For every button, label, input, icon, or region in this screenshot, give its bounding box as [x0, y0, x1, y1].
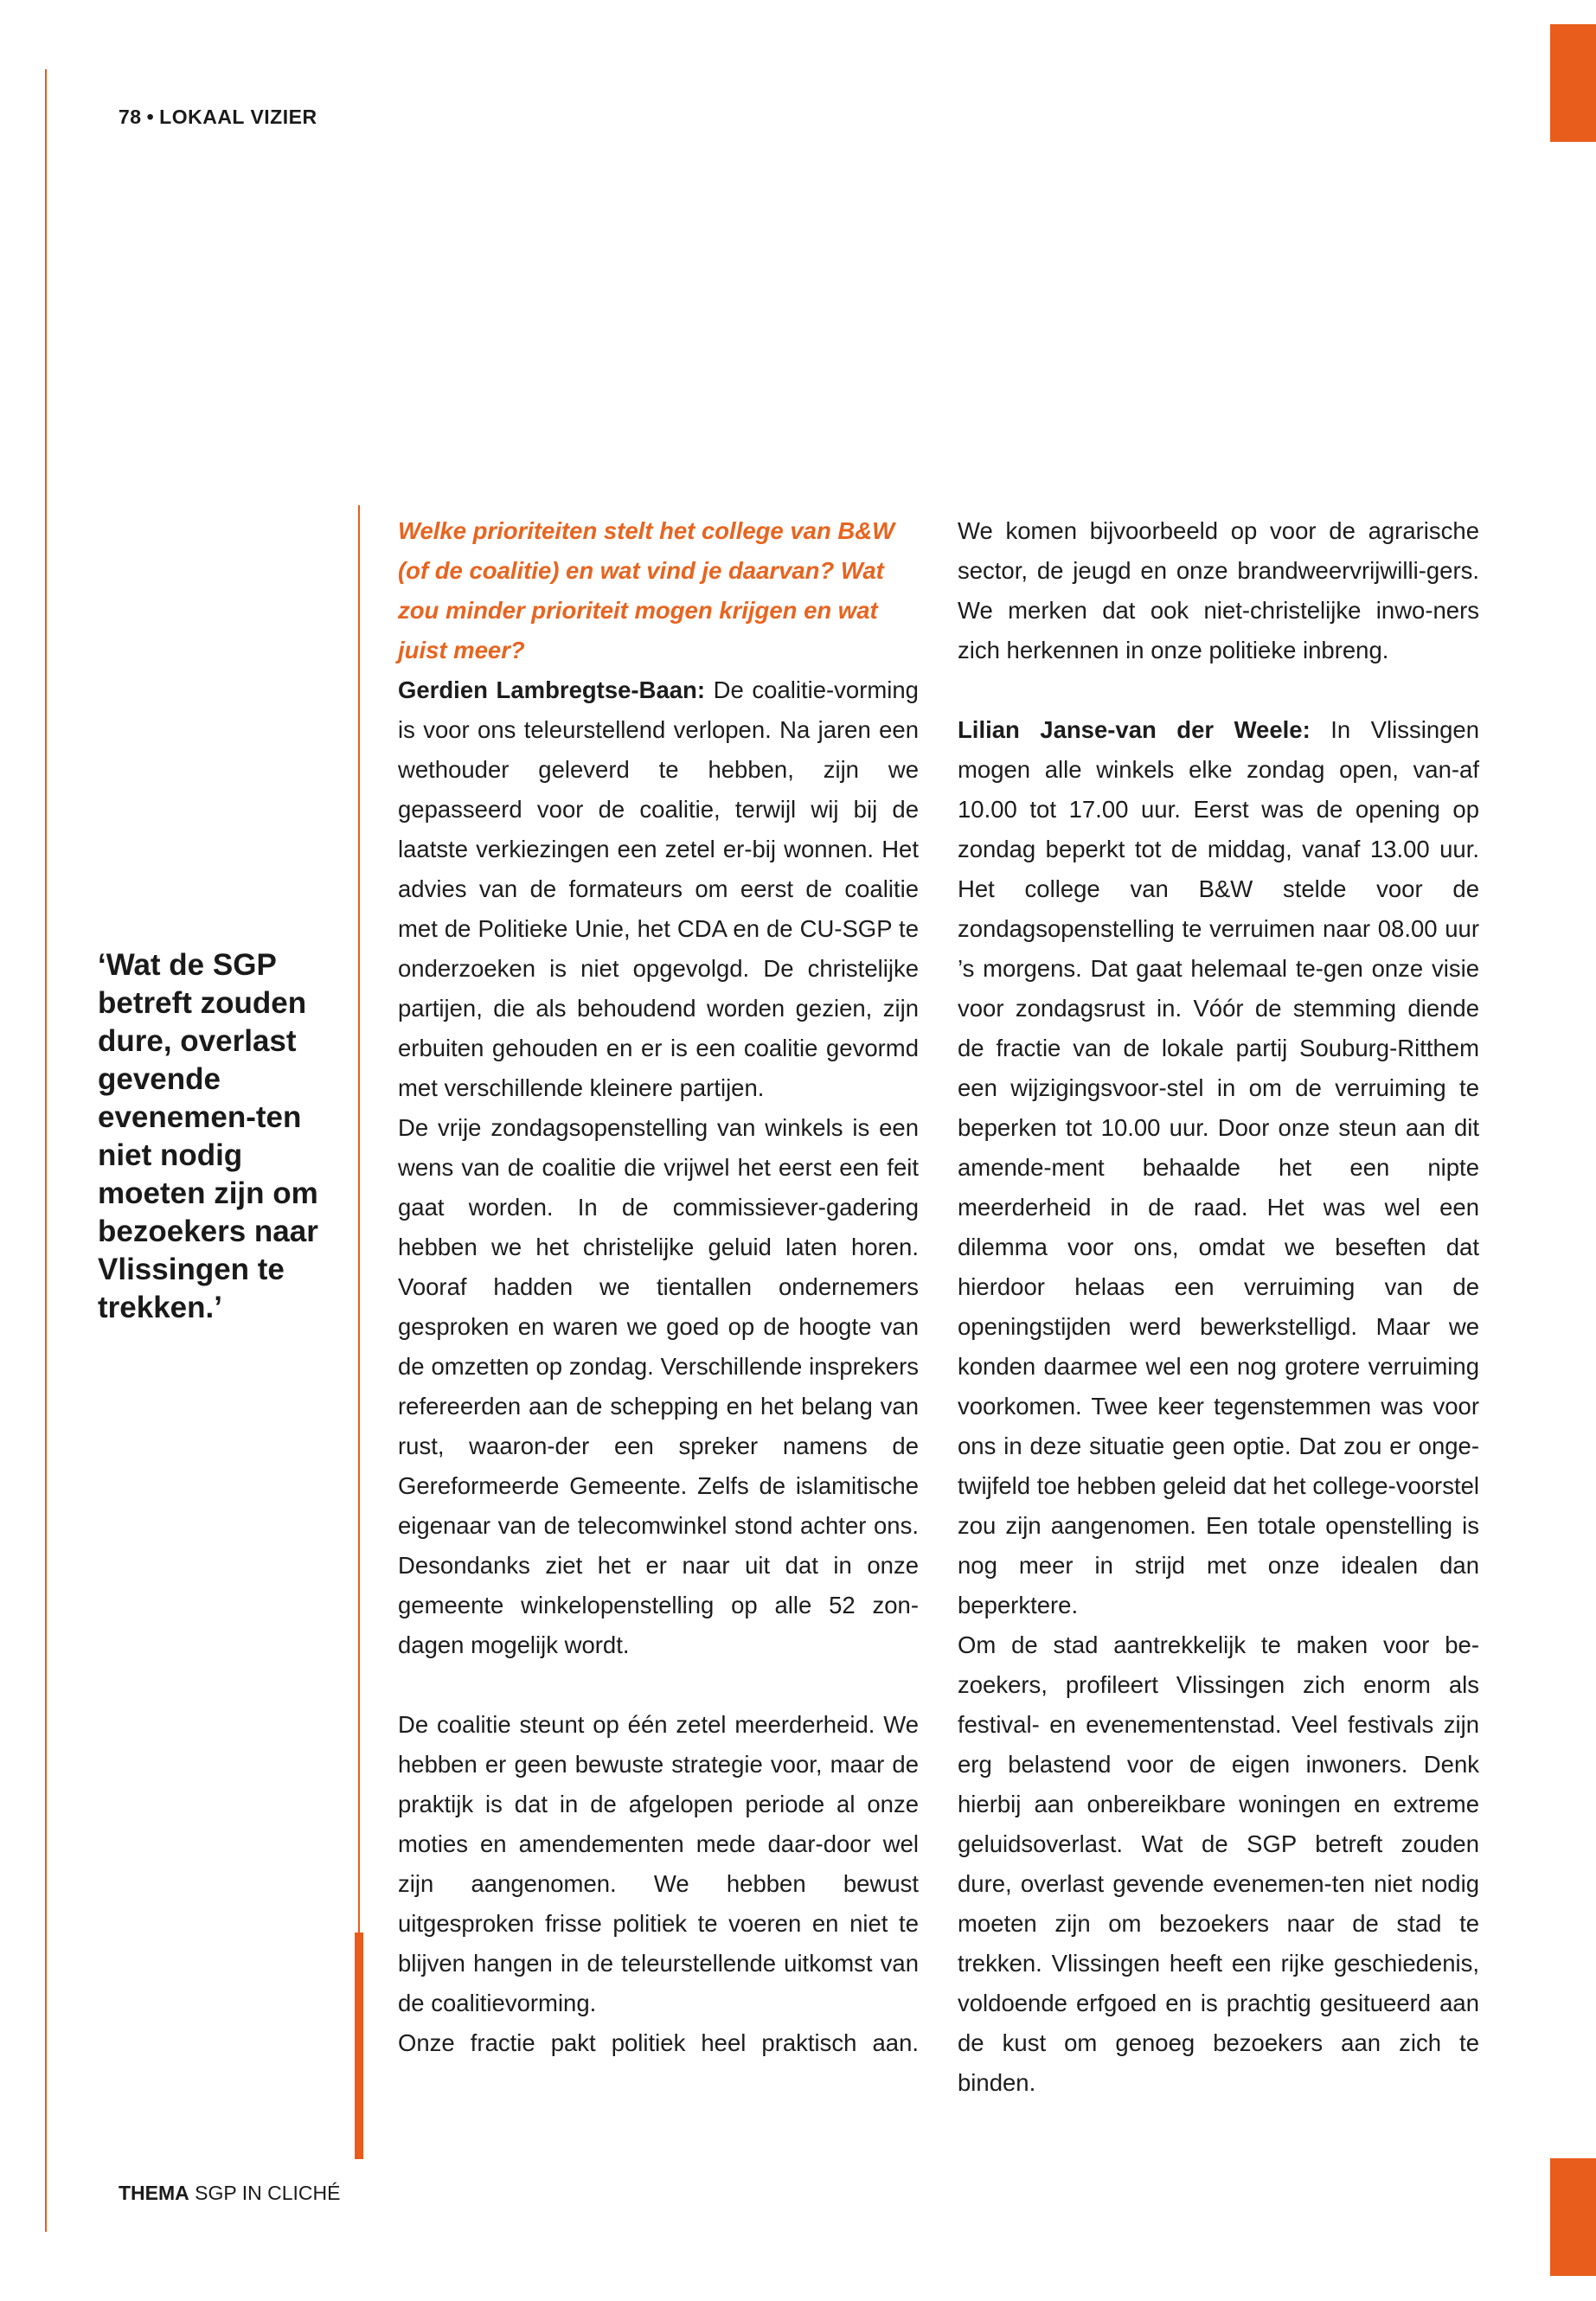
interview-question: Welke prioriteiten stelt het college van B&W (of de coalitie) en wat vind je daarvan? Wat zou minder prioriteit mogen krijgen en wat juist meer? [398, 517, 895, 663]
body-paragraph: De vrije zondagsopenstelling van winkels is een wens van de coalitie die vrijwel het eerst een feit gaat worden. In de commissiever-gadering hebben we het christelijke geluid laten horen. Vooraf hadden we tientallen ondernemers gesproken en waren we goed op de hoogte van de omzetten op zondag. Verschillende insprekers refereerden aan de schepping en het belang van rust, waaron-der een spreker namens de Gereformeerde Gemeente. Zelfs de islamitische eigenaar van de telecomwinkel stond achter ons. Desondanks ziet het er naar uit dat in onze gemeente winkelopenstelling op alle 52 zon-dagen mogelijk wordt. [398, 1114, 919, 1658]
magazine-name: LOKAAL VIZIER [159, 106, 317, 128]
answer-paragraph [398, 670, 919, 1108]
left-margin-rule [45, 69, 47, 2232]
bottom-edge-tab [1550, 2158, 1596, 2276]
answer-text: De coalitie-vorming is voor ons teleurstellend verlopen. Na jaren een wethouder geleverd te hebben, zijn we gepasseerd voor de coalitie, terwijl wij bij de laatste verkiezingen een zetel er-bij wonnen. Het advies van de formateurs om eerst de coalitie met de Politieke Unie, het CDA en de CU-SGP te onderzoeken is niet opgevolgd. De christelijke partijen, die als behoudend worden gezien, zijn erbuiten gehouden en er is een coalitie gevormd met verschillende kleinere partijen. [398, 676, 919, 1101]
article-column-middle [398, 511, 919, 2063]
speaker-name: Gerdien Lambregtse-Baan: [398, 676, 705, 703]
body-paragraph: Om de stad aantrekkelijk te maken voor be-zoekers, profileert Vlissingen zich enorm als festival- en evenementenstad. Veel festivals zijn erg belastend voor de eigen inwoners. Denk hierbij aan onbereikbare woningen en extreme geluidsoverlast. Wat de SGP betreft zouden dure, overlast gevende evenemen-ten niet nodig moeten zijn om bezoekers naar de stad te trekken. Vlissingen heeft een rijke geschiedenis, voldoende erfgoed en is prachtig gesitueerd aan de kust om genoeg bezoekers aan zich te binden. [958, 1631, 1479, 2096]
body-paragraph-continued: Onze fractie pakt politiek heel praktisch aan. [398, 2029, 919, 2056]
footer-section: SGP IN CLICHÉ [189, 2182, 341, 2204]
page-number: 78 [119, 106, 142, 128]
answer-text: In Vlissingen mogen alle winkels elke zondag open, van-af 10.00 tot 17.00 uur. Eerst was de opening op zondag beperkt tot de middag, vanaf 13.00 uur. Het college van B&W stelde voor de zondagsopenstelling te verruimen naar 08.00 uur ’s morgens. Dat gaat helemaal te-gen onze visie voor zondagsrust in. Vóór de stemming diende de fractie van de lokale partij Souburg-Ritthem een wijzigingsvoor-stel in om de verruiming te beperken tot 10.00 uur. Door onze steun aan dit amende-ment behaalde het een nipte meerderheid in de raad. Het was wel een dilemma voor ons, omdat we beseften dat hierdoor helaas een verruiming van de openingstijden werd bewerkstelligd. Maar we konden daarmee wel een nog grotere verruiming voorkomen. Twee keer tegenstemmen was voor ons in deze situatie geen optie. Dat zou er onge-twijfeld toe hebben geleid dat het college-voorstel zou zijn aangenomen. Een totale openstelling is nog meer in strijd met onze idealen dan beperktere. [958, 716, 1479, 1618]
answer-paragraph [958, 710, 1479, 1625]
page-footer [119, 2182, 340, 2205]
column-rule-accent [355, 1932, 363, 2159]
column-rule [358, 505, 360, 1932]
body-paragraph: De coalitie steunt op één zetel meerderheid. We hebben er geen bewuste strategie voor, maar de praktijk is dat in de afgelopen periode al onze moties en amendementen mede daar-door wel zijn aangenomen. We hebben bewust uitgesproken frisse politiek te voeren en niet te blijven hangen in de teleurstellende uitkomst van de coalitievorming. [398, 1711, 919, 2016]
top-edge-tab [1550, 24, 1596, 142]
header-separator: • [146, 106, 155, 128]
article-column-right [958, 511, 1479, 2103]
speaker-name: Lilian Janse-van der Weele: [958, 716, 1311, 743]
footer-label: THEMA [119, 2182, 189, 2204]
page-header [119, 106, 317, 129]
pull-quote: ‘Wat de SGP betreft zouden dure, overlast gevende evenemen-ten niet nodig moeten zijn om bezoekers naar Vlissingen te trekken.’ [98, 948, 318, 1324]
body-paragraph-continued-end: We komen bijvoorbeeld op voor de agrarische sector, de jeugd en onze brandweervrijwilli-gers. We merken dat ook niet-christelijke inwo-ners zich herkennen in onze politieke inbreng. [958, 517, 1479, 663]
